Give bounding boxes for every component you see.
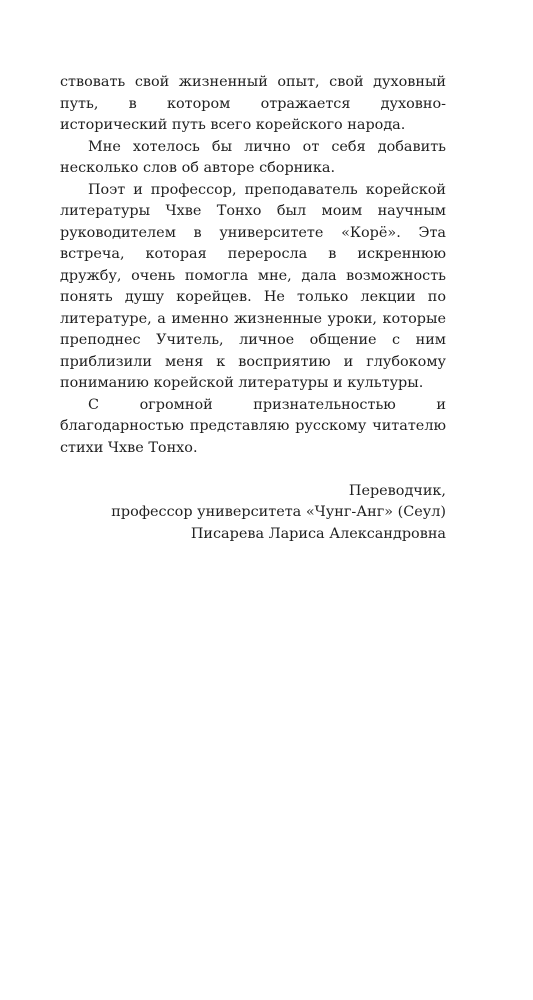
- signature-role: Переводчик,: [348, 482, 446, 499]
- paragraph-3: Поэт и профессор, преподаватель корейской литературы Чхве Тонхо был моим научным руководителем в университете «Корё». Эта встреча, которая переросла в искреннюю дружбу, очень помогла мне, дала возможность понять душу корейцев. Не только лекции по литературе, а именно жизненные уроки, которые преподнес Учитель, личное общение с ним приблизили меня к восприятию и глубокому пониманию корейской литературы и культуры.: [60, 181, 446, 391]
- paragraph-4: С огромной признательностью и благодарностью представляю русскому читателю стихи Чхве Тонхо.: [60, 396, 446, 456]
- paragraph-2: Мне хотелось бы лично от себя добавить несколько слов об авторе сборника.: [60, 138, 446, 176]
- signature-affiliation: профессор университета «Чунг-Анг» (Сеул): [111, 504, 446, 520]
- document-page: [60, 72, 446, 545]
- signature-block: [60, 481, 446, 546]
- paragraph-1: ствовать свой жизненный опыт, свой духовный путь, в котором отражается духовно-исторический путь всего корейского народа.: [60, 74, 446, 133]
- signature-name: Писарева Лариса Александровна: [190, 525, 446, 542]
